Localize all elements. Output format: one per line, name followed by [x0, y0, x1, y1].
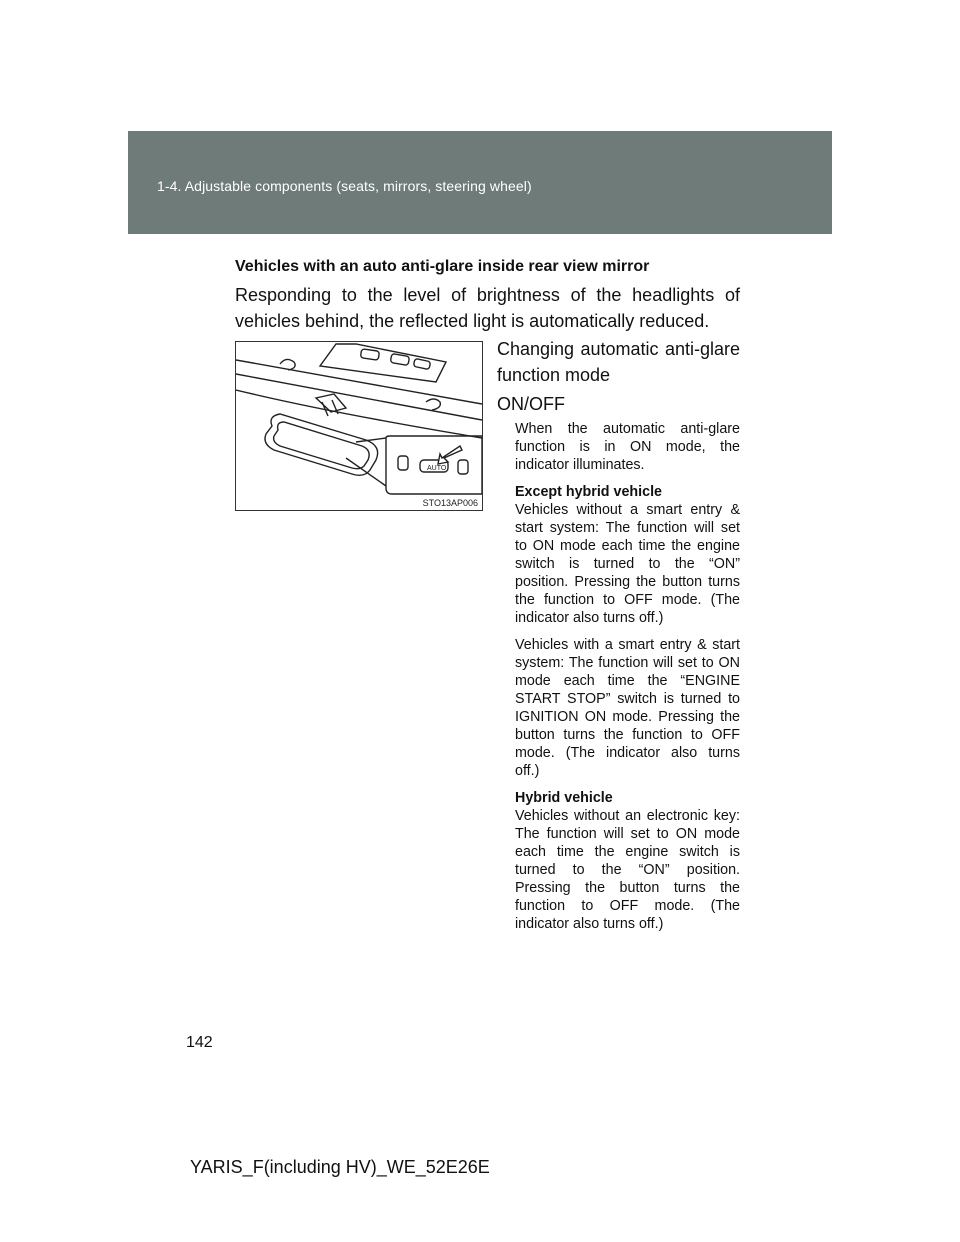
- note-without-electronic-key: Vehicles without an electronic key: The function will set to ON mode each time the engine switch is turned to the “ON” position. Pressing the button turns the function to OFF mode. (The indicator also turns off.): [515, 808, 740, 932]
- notes-column: [515, 420, 740, 942]
- auto-button-label: AUTO: [427, 465, 447, 472]
- except-hybrid-title: Except hybrid vehicle: [515, 484, 662, 500]
- note-with-smart-entry: Vehicles with a smart entry & start system: The function will set to ON mode each time the “ENGINE START STOP” switch is turned to IGNITION ON mode. Pressing the button turns the function to OFF mode. (The indicator also turns off.): [515, 637, 740, 779]
- note-hybrid: [515, 789, 740, 933]
- note-indicator: When the automatic anti-glare function is in ON mode, the indicator illuminates.: [515, 421, 740, 473]
- footer-doc-id: YARIS_F(including HV)_WE_52E26E: [190, 1157, 490, 1177]
- note-except-hybrid: [515, 483, 740, 627]
- hybrid-title: Hybrid vehicle: [515, 790, 613, 806]
- page-number: 142: [186, 1034, 213, 1051]
- note-without-smart-entry: Vehicles without a smart entry & start system: The function will set to ON mode each time the engine switch is turned to the “ON” position. Pressing the button turns the function to OFF mode. (The indicator also turns off.): [515, 502, 740, 626]
- function-title: Changing automatic anti-glare function mode: [497, 339, 740, 385]
- intro-paragraph: Responding to the level of brightness of the headlights of vehicles behind, the reflected light is automatically reduced.: [235, 285, 740, 331]
- function-mode: ON/OFF: [497, 394, 565, 414]
- mirror-drawing: [236, 342, 482, 510]
- figure-code: STO13AP006: [422, 498, 478, 508]
- section-heading: Vehicles with an auto anti-glare inside rear view mirror: [235, 258, 650, 275]
- section-header: 1-4. Adjustable components (seats, mirrors, steering wheel): [157, 178, 532, 194]
- mirror-illustration: [235, 341, 483, 511]
